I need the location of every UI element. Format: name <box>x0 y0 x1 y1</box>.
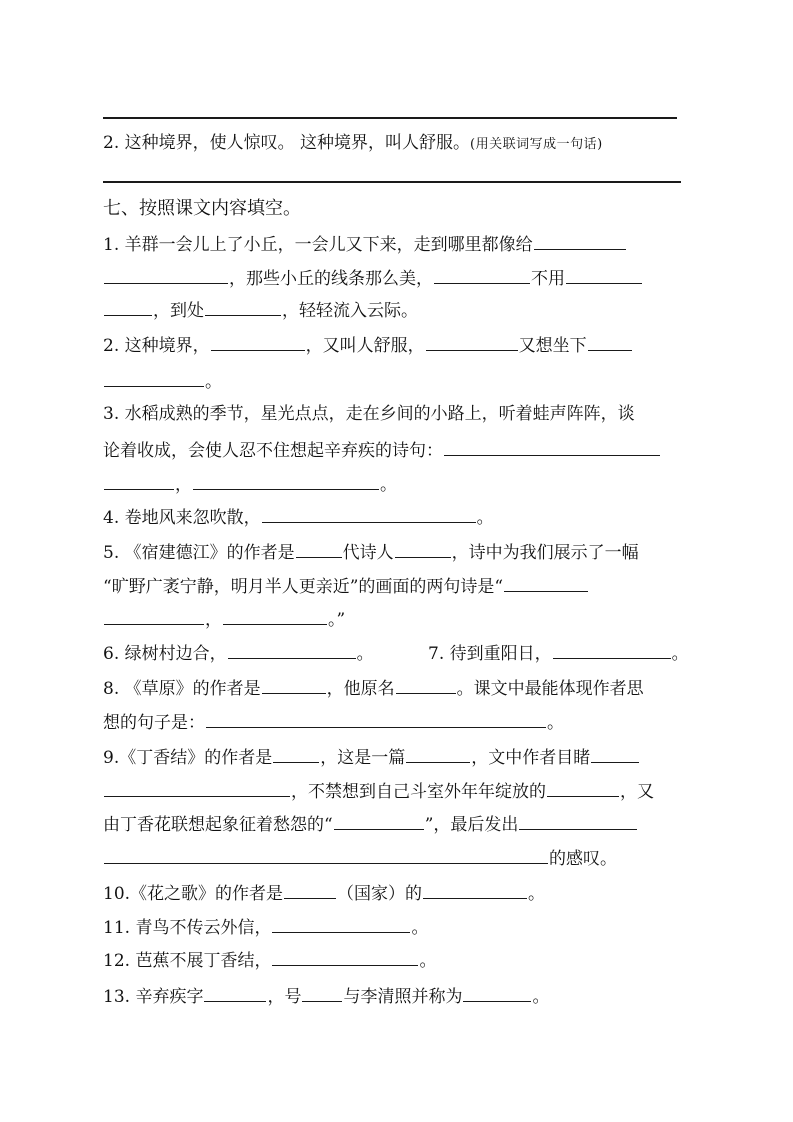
item-10-text-b: （国家）的 <box>337 884 423 904</box>
answer-blank[interactable] <box>206 710 546 728</box>
answer-blank[interactable] <box>104 472 174 490</box>
item-10 <box>103 881 703 904</box>
item-2-text-d: 。 <box>205 372 222 392</box>
item-11-text-a: 11. 青鸟不传云外信， <box>103 918 272 938</box>
answer-line-q2 <box>103 181 681 183</box>
item-2-text-c: 又想坐下 <box>518 336 587 356</box>
item-13-text-b: ，号 <box>267 987 302 1007</box>
item-3-text-c: ， <box>175 475 192 495</box>
item-1-text-a: 1. 羊群一会儿上了小丘，一会儿又下来，走到哪里都像给 <box>103 235 533 255</box>
item-10-text-c: 。 <box>528 884 546 904</box>
answer-blank[interactable] <box>553 641 671 659</box>
answer-blank[interactable] <box>273 745 319 763</box>
item-6-text-a: 6. 绿树村边合， <box>103 644 227 664</box>
answer-blank[interactable] <box>104 846 548 864</box>
answer-blank[interactable] <box>272 948 418 966</box>
item-7-text-b: 。 <box>671 644 689 664</box>
answer-blank[interactable] <box>566 266 642 284</box>
item-6 <box>103 641 423 664</box>
answer-blank[interactable] <box>104 369 204 387</box>
answer-blank[interactable] <box>547 779 619 797</box>
answer-blank[interactable] <box>302 984 342 1002</box>
item-3-text-d: 。 <box>380 475 397 495</box>
item-9-line-1 <box>103 745 703 768</box>
item-7 <box>428 641 703 664</box>
item-4 <box>103 505 703 528</box>
answer-blank[interactable] <box>104 298 152 316</box>
answer-blank[interactable] <box>334 812 424 830</box>
answer-blank[interactable] <box>204 984 266 1002</box>
answer-blank[interactable] <box>104 266 228 284</box>
item-12 <box>103 948 703 971</box>
item-8-line-2 <box>103 710 703 733</box>
answer-blank[interactable] <box>434 266 530 284</box>
item-4-text-a: 4. 卷地风来忽吹散， <box>103 508 261 528</box>
item-5-line-2 <box>103 574 703 597</box>
answer-blank[interactable] <box>284 881 336 899</box>
answer-blank[interactable] <box>262 505 476 523</box>
item-1-line-2 <box>103 266 703 289</box>
item-9-text-g: ”，最后发出 <box>424 815 519 835</box>
prev-question-2 <box>103 133 703 155</box>
prev-question-2-note: (用关联词写成一句话) <box>470 137 603 152</box>
answer-blank[interactable] <box>534 232 626 250</box>
answer-blank[interactable] <box>296 540 342 558</box>
section-7-title: 七、按照课文内容填空。 <box>103 198 301 219</box>
item-1-text-c: 不用 <box>531 269 565 289</box>
item-2-line-2 <box>103 369 703 392</box>
answer-blank[interactable] <box>211 333 305 351</box>
item-9-text-c: ，文中作者目睹 <box>471 748 591 768</box>
item-3-text-b: 论着收成，会使人忍不住想起辛弃疾的诗句： <box>103 441 443 461</box>
item-8-text-e: 。 <box>547 713 564 733</box>
prev-question-2-text: 2. 这种境界，使人惊叹。 这种境界，叫人舒服。 <box>103 133 471 153</box>
answer-blank[interactable] <box>591 745 639 763</box>
item-11 <box>103 915 703 938</box>
answer-blank[interactable] <box>104 779 290 797</box>
item-4-text-b: 。 <box>476 508 494 528</box>
item-5-text-d: “旷野广袤宁静，明月半人更亲近”的画面的两句诗是“ <box>103 577 504 597</box>
item-5-line-1 <box>103 540 703 563</box>
answer-blank[interactable] <box>228 641 356 659</box>
answer-blank[interactable] <box>104 607 204 625</box>
answer-blank[interactable] <box>444 438 660 456</box>
item-13-text-c: 与李清照并称为 <box>343 987 463 1007</box>
answer-blank[interactable] <box>193 472 379 490</box>
item-6-text-b: 。 <box>356 644 374 664</box>
item-1-text-e: ，轻轻流入云际。 <box>282 301 418 321</box>
item-5-text-e: ， <box>205 610 222 630</box>
answer-blank[interactable] <box>272 915 410 933</box>
answer-blank[interactable] <box>395 540 451 558</box>
answer-blank[interactable] <box>463 984 531 1002</box>
answer-blank[interactable] <box>396 676 456 694</box>
item-13-text-a: 13. 辛弃疾字 <box>103 987 204 1007</box>
item-8-text-d: 想的句子是： <box>103 713 205 733</box>
answer-blank[interactable] <box>262 676 326 694</box>
answer-blank[interactable] <box>426 333 518 351</box>
item-1-text-b: ，那些小丘的线条那么美， <box>229 269 433 289</box>
item-8-text-c: 。课文中最能体现作者思 <box>456 679 644 699</box>
item-9-text-h: 的感叹。 <box>549 849 617 869</box>
item-9-line-2 <box>103 779 703 802</box>
item-8-text-b: ，他原名 <box>326 679 395 699</box>
item-9-line-4 <box>103 846 703 869</box>
item-5-text-f: 。” <box>328 610 346 630</box>
item-2-line-1 <box>103 333 703 356</box>
item-12-text-a: 12. 芭蕉不展丁香结， <box>103 951 272 971</box>
item-11-text-b: 。 <box>411 918 429 938</box>
item-2-text-a: 2. 这种境界， <box>103 336 210 356</box>
item-5-text-b: 代诗人 <box>342 543 394 563</box>
item-13-text-d: 。 <box>532 987 550 1007</box>
answer-blank[interactable] <box>205 298 281 316</box>
answer-line-top <box>103 117 677 119</box>
item-12-text-b: 。 <box>419 951 437 971</box>
answer-blank[interactable] <box>223 607 327 625</box>
item-3-line-1 <box>103 404 703 424</box>
item-9-line-3 <box>103 812 703 835</box>
item-1-line-1 <box>103 232 703 255</box>
answer-blank[interactable] <box>406 745 470 763</box>
item-5-line-3 <box>103 607 703 630</box>
answer-blank[interactable] <box>588 333 632 351</box>
item-8-line-1 <box>103 676 703 699</box>
item-1-line-3 <box>103 298 703 321</box>
item-9-text-d: ，不禁想到自己斗室外年年绽放的 <box>291 782 546 802</box>
answer-blank[interactable] <box>504 574 588 592</box>
answer-blank[interactable] <box>423 881 527 899</box>
item-7-text-a: 7. 待到重阳日， <box>428 644 552 664</box>
item-3-line-3 <box>103 472 703 495</box>
item-2-text-b: ，又叫人舒服， <box>305 336 425 356</box>
item-1-text-d: ，到处 <box>153 301 204 321</box>
item-9-text-b: ，这是一篇 <box>320 748 406 768</box>
item-9-text-f: 由丁香花联想起象征着愁怨的“ <box>103 815 333 835</box>
item-13 <box>103 984 703 1007</box>
item-10-text-a: 10.《花之歌》的作者是 <box>103 884 284 904</box>
item-3-text-a: 3. 水稻成熟的季节，星光点点，走在乡间的小路上，听着蛙声阵阵，谈 <box>103 404 635 424</box>
item-5-text-c: ，诗中为我们展示了一幅 <box>451 543 639 563</box>
item-5-text-a: 5. 《宿建德江》的作者是 <box>103 543 295 563</box>
answer-blank[interactable] <box>519 812 637 830</box>
item-9-text-a: 9.《丁香结》的作者是 <box>103 748 273 768</box>
item-3-line-2 <box>103 438 703 461</box>
item-9-text-e: ，又 <box>620 782 654 802</box>
item-8-text-a: 8. 《草原》的作者是 <box>103 679 261 699</box>
